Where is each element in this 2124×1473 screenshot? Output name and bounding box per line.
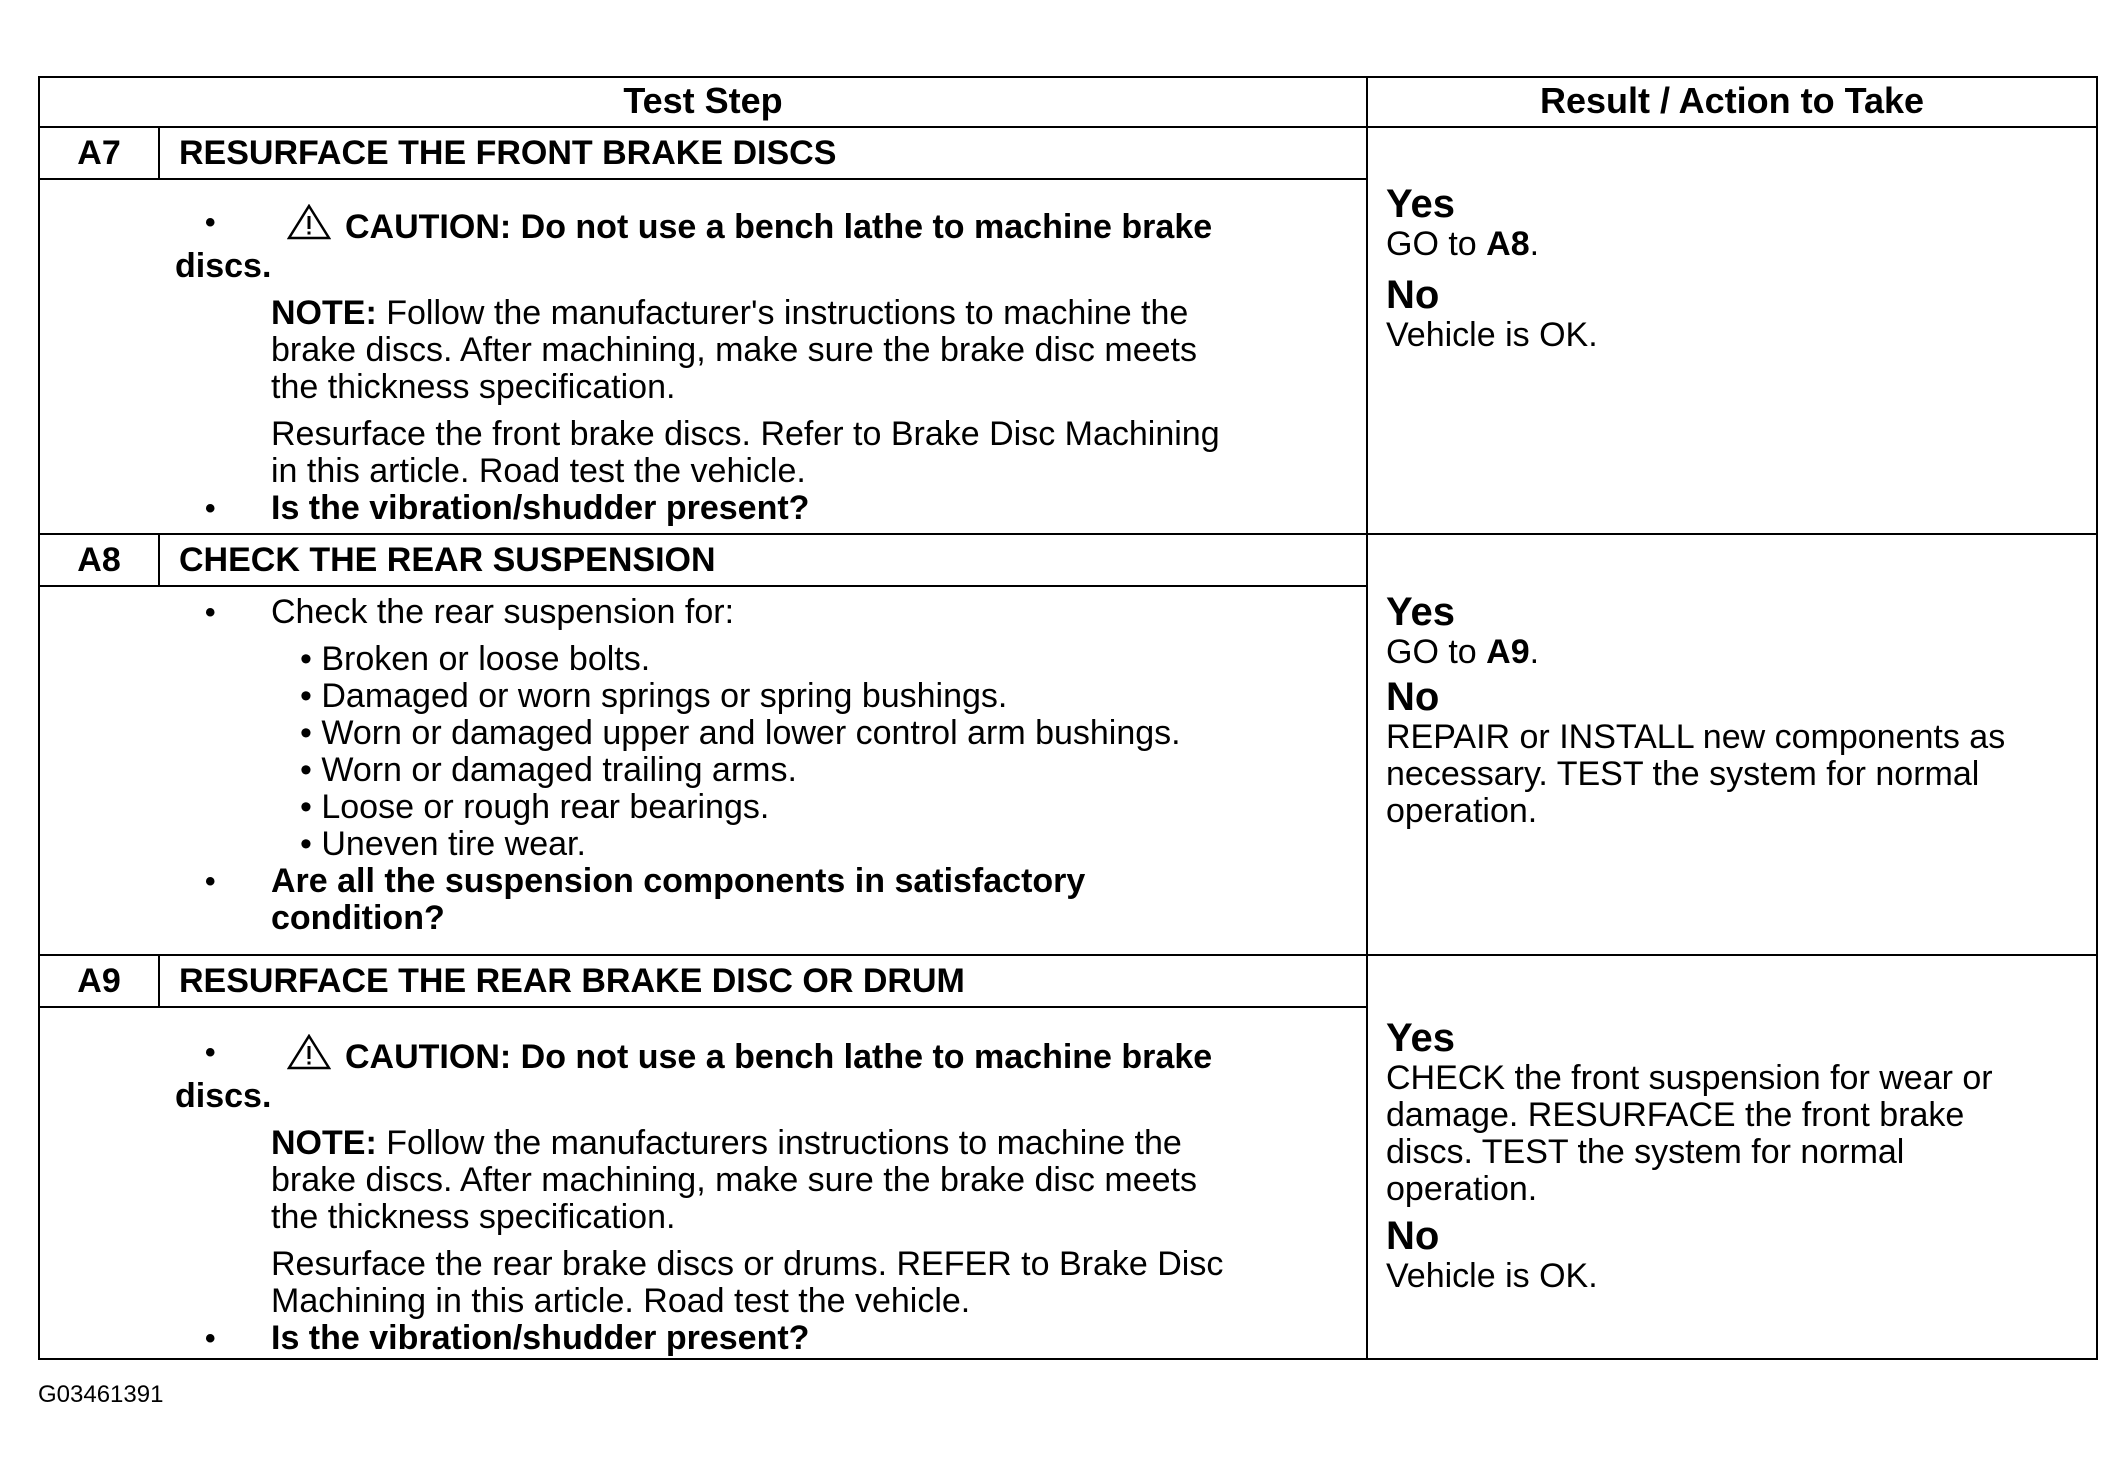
step-id-a9: A9 — [77, 962, 121, 1000]
no-action-line1: REPAIR or INSTALL new components as — [1386, 718, 2006, 756]
check-list — [175, 641, 1350, 863]
figure-id: G03461391 — [38, 1381, 164, 1408]
action-text-line1: Resurface the rear brake discs or drums. REFER to Brake Disc — [271, 1245, 1224, 1283]
a8-id-divider — [158, 535, 160, 585]
caution-text: CAUTION: Do not use a bench lathe to machine brake — [345, 1038, 1213, 1076]
yes-label: Yes — [1386, 1016, 1455, 1060]
a9-title-divider — [40, 1006, 1366, 1008]
check-list-item: • Broken or loose bolts. — [300, 640, 651, 678]
caution-text-line2: discs. — [175, 247, 272, 285]
caution-item — [175, 204, 1350, 248]
check-list-item: • Loose or rough rear bearings. — [300, 788, 770, 826]
note-block — [175, 295, 1350, 406]
check-list-item: • Worn or damaged upper and lower control arm bushings. — [300, 714, 1181, 752]
caution-text: CAUTION: Do not use a bench lathe to machine brake — [345, 208, 1213, 246]
check-list-item: • Damaged or worn springs or spring bushings. — [300, 677, 1008, 715]
caution-text-cont — [79, 248, 1350, 285]
yes-action-period: . — [1529, 225, 1540, 263]
check-list-item: • Uneven tire wear. — [300, 825, 586, 863]
yes-label: Yes — [1386, 590, 1455, 634]
action-text-line1: Resurface the front brake discs. Refer to Brake Disc Machining — [271, 415, 1220, 453]
no-label: No — [1386, 675, 1440, 719]
warning-triangle-icon — [287, 204, 331, 248]
check-list-item: • Worn or damaged trailing arms. — [300, 751, 797, 789]
result-a9 — [1386, 1016, 2086, 1295]
yes-action-period: . — [1529, 633, 1540, 671]
caution-text-line2: discs. — [175, 1077, 272, 1115]
caution-text-cont — [79, 1078, 1350, 1115]
yes-action-line3: discs. TEST the system for normal — [1386, 1133, 1905, 1171]
step-title-a8: CHECK THE REAR SUSPENSION — [179, 541, 716, 579]
yes-action-text: GO to — [1386, 633, 1487, 671]
caution-item — [175, 1034, 1350, 1078]
a9-id-divider — [158, 956, 160, 1006]
yes-step-ref: A9 — [1486, 633, 1530, 671]
no-action: Vehicle is OK. — [1386, 1257, 1598, 1295]
no-label: No — [1386, 1214, 1440, 1258]
action-block — [175, 416, 1350, 490]
note-text: Follow the manufacturer's instructions to machine the — [376, 294, 1189, 332]
no-action-line2: necessary. TEST the system for normal — [1386, 755, 1980, 793]
note-text: Follow the manufacturers instructions to machine the — [376, 1124, 1182, 1162]
yes-action — [1386, 226, 2086, 263]
step-id-a8: A8 — [77, 541, 121, 579]
question-item — [175, 1320, 1350, 1357]
step-body-a8 — [175, 594, 1350, 937]
question-item — [175, 863, 1350, 937]
warning-triangle-icon — [287, 1034, 331, 1078]
check-intro-text: Check the rear suspension for: — [271, 593, 735, 631]
yes-label: Yes — [1386, 182, 1455, 226]
note-label: NOTE: — [271, 1124, 377, 1162]
step-body-a9 — [175, 1034, 1350, 1357]
note-block — [175, 1125, 1350, 1236]
yes-action-line1: CHECK the front suspension for wear or — [1386, 1059, 1993, 1097]
step-title-a9: RESURFACE THE REAR BRAKE DISC OR DRUM — [179, 962, 965, 1000]
no-label: No — [1386, 273, 1440, 317]
yes-action-line4: operation. — [1386, 1170, 1538, 1208]
yes-action — [1386, 634, 2086, 671]
note-text-line2: brake discs. After machining, make sure the brake disc meets — [271, 331, 1197, 369]
a7-id-divider — [158, 128, 160, 178]
question-text: Is the vibration/shudder present? — [271, 1319, 810, 1357]
yes-action-text: GO to — [1386, 225, 1487, 263]
check-intro-item — [175, 594, 1350, 631]
question-item — [175, 490, 1350, 527]
header-test-step: Test Step — [623, 80, 783, 121]
action-text-line2: in this article. Road test the vehicle. — [271, 452, 806, 490]
action-text-line2: Machining in this article. Road test the vehicle. — [271, 1282, 971, 1320]
result-a8 — [1386, 590, 2086, 830]
diagnostic-table — [38, 76, 2098, 1360]
question-text: • Are all the suspension components in satisfactory — [271, 862, 1086, 900]
yes-action-line2: damage. RESURFACE the front brake — [1386, 1096, 1965, 1134]
question-text: Is the vibration/shudder present? — [271, 489, 810, 527]
result-a7 — [1386, 182, 2086, 354]
column-divider — [1366, 78, 1368, 1358]
step-title-a7: RESURFACE THE FRONT BRAKE DISCS — [179, 134, 837, 172]
step-body-a7 — [175, 204, 1350, 527]
note-text-line3: the thickness specification. — [271, 368, 676, 406]
a8-title-divider — [40, 585, 1366, 587]
note-text-line3: the thickness specification. — [271, 1198, 676, 1236]
header-result-action: Result / Action to Take — [1539, 80, 1925, 121]
action-block — [175, 1246, 1350, 1320]
question-text-line2: condition? — [271, 899, 445, 937]
a7-title-divider — [40, 178, 1366, 180]
no-action: Vehicle is OK. — [1386, 316, 1598, 354]
note-label: NOTE: — [271, 294, 377, 332]
yes-step-ref: A8 — [1486, 225, 1530, 263]
note-text-line2: brake discs. After machining, make sure the brake disc meets — [271, 1161, 1197, 1199]
no-action-line3: operation. — [1386, 792, 1538, 830]
step-id-a7: A7 — [77, 134, 121, 172]
